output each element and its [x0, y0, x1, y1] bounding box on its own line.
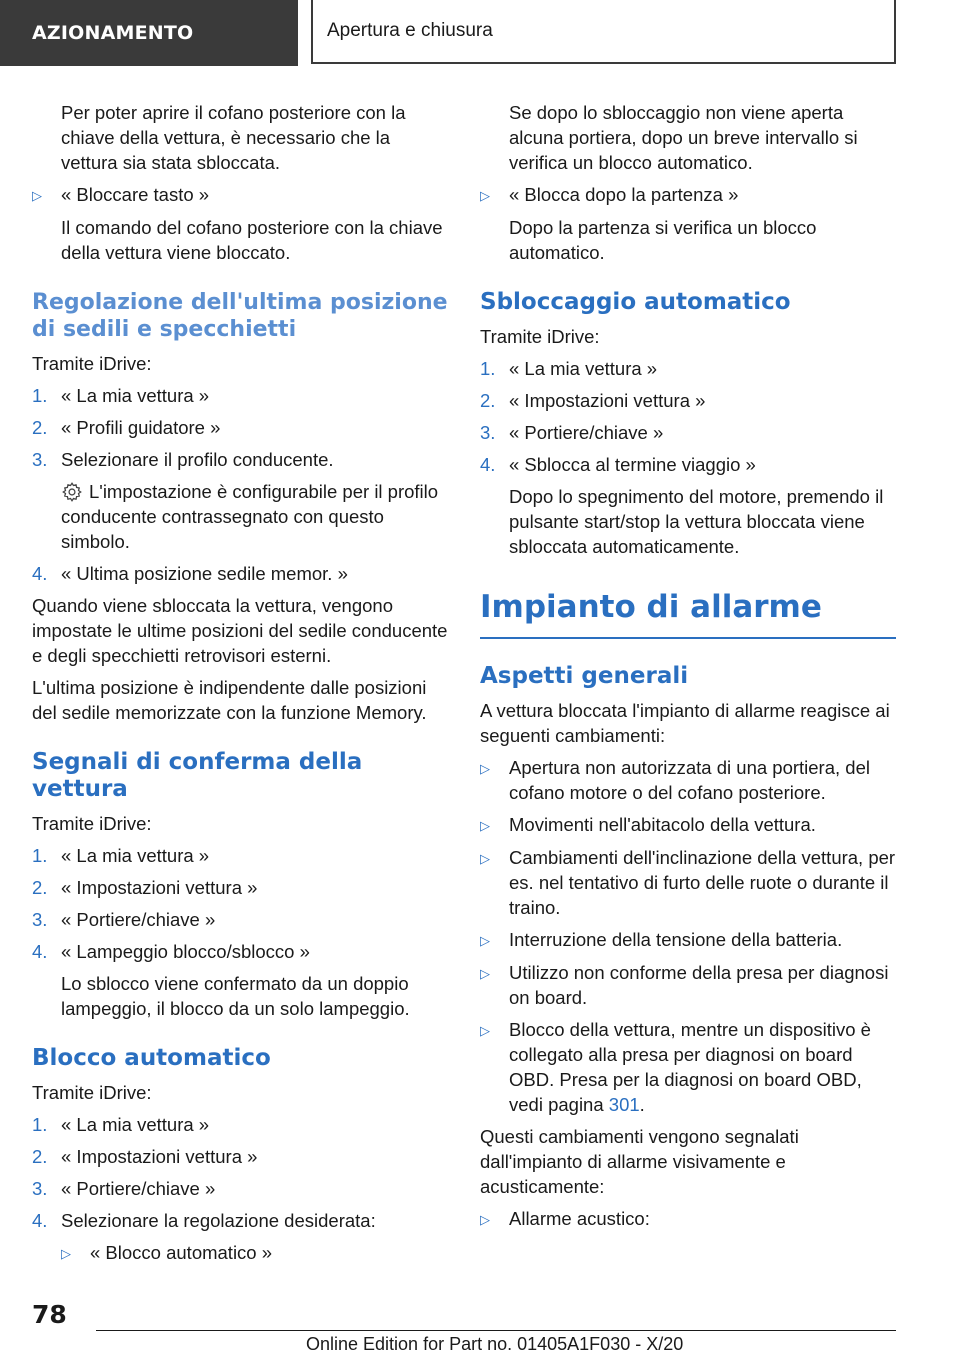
- alarm-item: [480, 1017, 896, 1117]
- paragraph: A vettura bloccata l'impianto di allarme reagisce ai seguenti cambiamenti:: [480, 700, 890, 746]
- step-item: [32, 561, 450, 586]
- alarm-item-text: Interruzione della tensione della batteria.: [509, 929, 843, 950]
- alarm-item-text: Cambiamenti dell'inclinazione della vettura, per es. nel tentativo di furto delle ruote o durante il traino.: [509, 847, 896, 918]
- triangle-bullet-icon: ▷: [480, 966, 490, 981]
- list-item: [480, 182, 896, 208]
- step-label: « Ultima posizione sedile memor. »: [61, 563, 348, 584]
- triangle-bullet-icon: ▷: [480, 188, 490, 203]
- auto-lock-desc: Se dopo lo sbloccaggio non viene aperta alcuna portiera, dopo un breve intervallo si verifica un blocco automatico.: [509, 102, 858, 173]
- step-label: « Portiere/chiave »: [61, 909, 216, 930]
- left-column: [32, 100, 450, 1273]
- list-item-desc: Dopo la partenza si verifica un blocco automatico.: [509, 217, 817, 263]
- step-label: « Impostazioni vettura »: [61, 1146, 258, 1167]
- step-item: [32, 939, 450, 964]
- alarm-item-text: [509, 1017, 896, 1117]
- step-label: « Impostazioni vettura »: [61, 877, 258, 898]
- heading-general: Aspetti generali: [480, 663, 689, 689]
- gear-icon: [61, 481, 83, 503]
- step-item: [480, 452, 896, 477]
- step-item: [480, 388, 896, 413]
- right-column: [480, 100, 896, 1239]
- step-label: « La mia vettura »: [509, 358, 658, 379]
- heading-alarm-system: Impianto di allarme: [480, 587, 896, 639]
- step-number: 3.: [32, 909, 48, 930]
- idrive-label: Tramite iDrive:: [32, 353, 152, 374]
- step-number: 4.: [480, 454, 496, 475]
- step-item: [32, 875, 450, 900]
- profile-note: [32, 479, 450, 554]
- step-number: 4.: [32, 941, 48, 962]
- step-item: [32, 1176, 450, 1201]
- step-label: « La mia vettura »: [61, 1114, 210, 1135]
- page-number: 78: [32, 1300, 67, 1329]
- chapter-title: Apertura e chiusura: [311, 0, 896, 64]
- list-item-desc: Il comando del cofano posteriore con la chiave della vettura viene bloccato.: [61, 217, 443, 263]
- step-number: 4.: [32, 563, 48, 584]
- step-label: « La mia vettura »: [61, 845, 210, 866]
- triangle-bullet-icon: ▷: [480, 933, 490, 948]
- page-link[interactable]: 301: [608, 1094, 640, 1115]
- step-item: [32, 1144, 450, 1169]
- alarm-item-text: Utilizzo non conforme della presa per diagnosi on board.: [509, 962, 889, 1008]
- step-label: « La mia vettura »: [61, 385, 210, 406]
- step-item: [32, 383, 450, 408]
- step-label: « Portiere/chiave »: [509, 422, 664, 443]
- idrive-label: Tramite iDrive:: [32, 813, 152, 834]
- list-item-label: « Bloccare tasto »: [61, 184, 210, 205]
- triangle-bullet-icon: ▷: [480, 818, 490, 833]
- paragraph: Quando viene sbloccata la vettura, vengono impostate le ultime posizioni del sedile conducente e degli specchietti retrovisori esterni.: [32, 595, 448, 666]
- step-item: [480, 420, 896, 445]
- step-label: Selezionare il profilo conducente.: [61, 449, 334, 470]
- step-number: 4.: [32, 1210, 48, 1231]
- step-label: « Impostazioni vettura »: [509, 390, 706, 411]
- page-header: [0, 0, 960, 66]
- step-number: 2.: [480, 390, 496, 411]
- sub-list-label: « Blocco automatico »: [90, 1242, 273, 1263]
- step-number: 2.: [32, 1146, 48, 1167]
- step-desc: Dopo lo spegnimento del motore, premendo il pulsante start/stop la vettura bloccata viene sbloccata automaticamente.: [509, 486, 884, 557]
- step-number: 3.: [32, 449, 48, 470]
- step-desc: Lo sblocco viene confermato da un doppio lampeggio, il blocco da un solo lampeggio.: [61, 973, 410, 1019]
- alarm-item: [480, 755, 896, 805]
- profile-note-text: L'impostazione è configurabile per il profilo conducente contrassegnato con questo simbolo.: [61, 481, 439, 552]
- step-number: 3.: [32, 1178, 48, 1199]
- step-number: 2.: [32, 417, 48, 438]
- alarm-item-text: Apertura non autorizzata di una portiera, del cofano motore o del cofano posteriore.: [509, 757, 870, 803]
- step-item: [32, 1208, 450, 1233]
- triangle-bullet-icon: ▷: [480, 761, 490, 776]
- paragraph: Questi cambiamenti vengono segnalati dall'impianto di allarme visivamente e acusticamente:: [480, 1126, 799, 1197]
- sub-list-item: [32, 1240, 450, 1266]
- step-label: « Lampeggio blocco/sblocco »: [61, 941, 310, 962]
- list-item: [32, 182, 450, 208]
- triangle-bullet-icon: ▷: [32, 188, 42, 203]
- period: .: [639, 1094, 645, 1115]
- heading-confirm-signals: Segnali di conferma della vettura: [32, 749, 363, 802]
- step-label: Selezionare la regolazione desiderata:: [61, 1210, 376, 1231]
- paragraph: L'ultima posizione è indipendente dalle posizioni del sedile memorizzate con la funzione Memory.: [32, 677, 427, 723]
- step-item: [32, 843, 450, 868]
- triangle-bullet-icon: ▷: [480, 1212, 490, 1227]
- step-item: [32, 907, 450, 932]
- footer-edition: Online Edition for Part no. 01405A1F030 - X/20: [306, 1334, 684, 1354]
- step-item: [32, 1112, 450, 1137]
- step-number: 1.: [480, 358, 496, 379]
- heading-seat-position: Regolazione dell'ultima posizione di sedili e specchietti: [32, 290, 448, 342]
- step-label: « Profili guidatore »: [61, 417, 221, 438]
- list-item-label: « Blocca dopo la partenza »: [509, 184, 739, 205]
- idrive-label: Tramite iDrive:: [480, 326, 600, 347]
- alarm-item: [480, 960, 896, 1010]
- step-number: 2.: [32, 877, 48, 898]
- alarm-item: [480, 1206, 896, 1232]
- step-number: 3.: [480, 422, 496, 443]
- footer-divider: [96, 1330, 896, 1331]
- intro-text: Per poter aprire il cofano posteriore con la chiave della vettura, è necessario che la vettura sia stata sbloccata.: [61, 102, 406, 173]
- step-number: 1.: [32, 385, 48, 406]
- alarm-item: [480, 927, 896, 953]
- step-number: 1.: [32, 845, 48, 866]
- step-item: [32, 447, 450, 472]
- idrive-label: Tramite iDrive:: [32, 1082, 152, 1103]
- step-item: [32, 415, 450, 440]
- triangle-bullet-icon: ▷: [480, 851, 490, 866]
- heading-auto-unlock: Sbloccaggio automatico: [480, 289, 791, 315]
- section-tab[interactable]: AZIONAMENTO: [0, 0, 298, 66]
- alarm-item: [480, 812, 896, 838]
- step-number: 1.: [32, 1114, 48, 1135]
- alarm-item: [480, 845, 896, 920]
- alarm-item-text: Allarme acustico:: [509, 1208, 650, 1229]
- alarm-obd-text: Blocco della vettura, mentre un dispositivo è collegato alla presa per diagnosi on board OBD. Presa per la diagnosi on board OBD, vedi pagina: [509, 1019, 871, 1115]
- heading-auto-lock: Blocco automatico: [32, 1045, 271, 1071]
- alarm-item-text: Movimenti nell'abitacolo della vettura.: [509, 814, 816, 835]
- step-label: « Portiere/chiave »: [61, 1178, 216, 1199]
- triangle-bullet-icon: ▷: [61, 1246, 71, 1261]
- step-item: [480, 356, 896, 381]
- step-label: « Sblocca al termine viaggio »: [509, 454, 756, 475]
- triangle-bullet-icon: ▷: [480, 1023, 490, 1038]
